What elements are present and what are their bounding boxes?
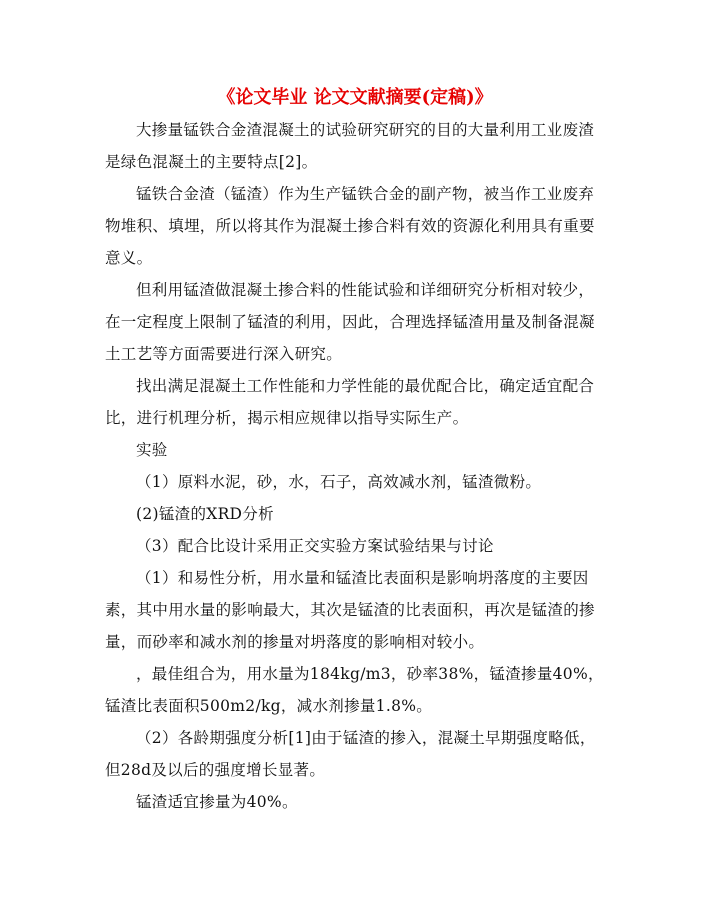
paragraph-strength: （2）各龄期强度分析[1]由于锰渣的掺入，混凝土早期强度略低，但28d及以后的强度增长显著。 bbox=[105, 729, 596, 779]
paragraph-materials: （1）原料水泥，砂，水，石子，高效减水剂，锰渣微粉。 bbox=[136, 473, 542, 491]
paragraph-manganese-slag: 锰铁合金渣（锰渣）作为生产锰铁合金的副产物，被当作工业废弃物堆积、填埋，所以将其作为混凝土掺合料有效的资源化利用具有重要意义。 bbox=[105, 185, 595, 267]
document-body bbox=[105, 114, 608, 818]
paragraph-mix-design: （3）配合比设计采用正交实验方案试验结果与讨论 bbox=[136, 537, 494, 555]
paragraph-intro: 大掺量锰铁合金渣混凝土的试验研究研究的目的大量利用工业废渣是绿色混凝土的主要特点[2]。 bbox=[105, 121, 595, 171]
document-title: 《论文毕业 论文文献摘要(定稿)》 bbox=[217, 87, 493, 108]
paragraph-objective: 找出满足混凝土工作性能和力学性能的最优配合比，确定适宜配合比，进行机理分析，揭示相应规律以指导实际生产。 bbox=[105, 377, 595, 427]
paragraph-workability: （1）和易性分析，用水量和锰渣比表面积是影响坍落度的主要因素，其中用水量的影响最大，其次是锰渣的比表面积，再次是锰渣的掺量，而砂率和减水剂的掺量对坍落度的影响相对较小。 bbox=[105, 569, 595, 651]
paragraph-research-gap: 但利用锰渣做混凝土掺合料的性能试验和详细研究分析相对较少，在一定程度上限制了锰渣的利用，因此，合理选择锰渣用量及制备混凝土工艺等方面需要进行深入研究。 bbox=[105, 281, 595, 363]
paragraph-conclusion: 锰渣适宜掺量为40%。 bbox=[136, 793, 298, 811]
paragraph-optimal-mix: ，最佳组合为，用水量为184kg/m3，砂率38%，锰渣掺量40%，锰渣比表面积500m2/kg，减水剂掺量1.8%。 bbox=[105, 665, 604, 715]
paragraph-xrd: (2)锰渣的XRD分析 bbox=[136, 505, 274, 523]
section-heading-experiment: 实验 bbox=[136, 441, 168, 459]
